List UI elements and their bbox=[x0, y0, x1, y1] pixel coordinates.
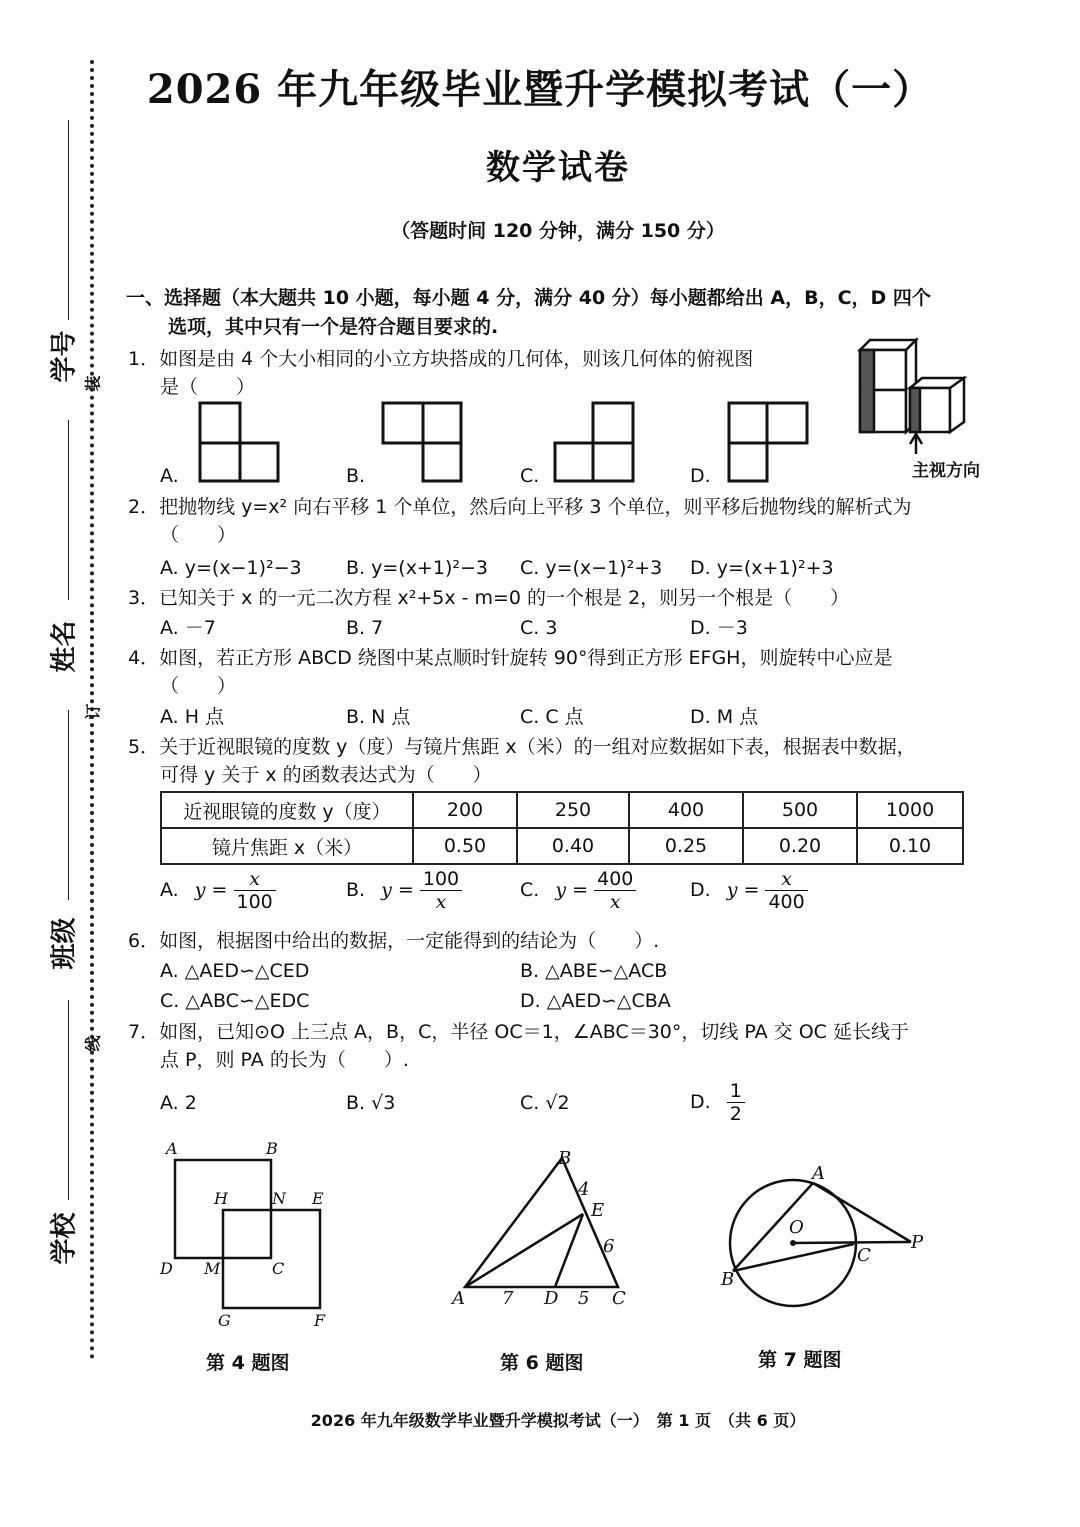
q3-option-a: A. －7 bbox=[160, 617, 216, 639]
q2-line2: （ ） bbox=[160, 524, 237, 546]
figure-7 bbox=[715, 1155, 935, 1325]
q1-label-d: D. bbox=[690, 465, 711, 487]
triangle-abc bbox=[465, 1158, 618, 1287]
figure-6 bbox=[440, 1140, 640, 1315]
q2-option-c: C. y=(x−1)²+3 bbox=[520, 557, 663, 579]
table-cell: 0.10 bbox=[857, 828, 963, 864]
segment-bc bbox=[733, 1244, 854, 1271]
fig4-point-label: A bbox=[166, 1139, 178, 1158]
fig6-length-label: 5 bbox=[578, 1288, 590, 1309]
table-row-header: 镜片焦距 x（米） bbox=[161, 828, 413, 864]
q2-option-b: B. y=(x+1)²−3 bbox=[346, 557, 488, 579]
q3-line1: 3．已知关于 x 的一元二次方程 x²+5x - m=0 的一个根是 2，则另一个根是（ ） bbox=[128, 587, 850, 609]
q5-option-a-fraction bbox=[234, 868, 276, 913]
fig7-point-label: C bbox=[857, 1245, 871, 1266]
center-point-o bbox=[790, 1240, 796, 1246]
field-label-class: 班级 bbox=[49, 917, 80, 970]
q3-option-b: B. 7 bbox=[346, 617, 384, 639]
q5-line1: 5．关于近视眼镜的度数 y（度）与镜片焦距 x（米）的一组对应数据如下表，根据表中数据， bbox=[128, 736, 916, 758]
segment-op bbox=[793, 1242, 911, 1243]
q4-line1: 4．如图，若正方形 ABCD 绕图中某点顺时针旋转 90°得到正方形 EFGH，则旋转中心应是 bbox=[128, 647, 893, 669]
figure-4-caption: 第 4 题图 bbox=[206, 1352, 290, 1374]
tangent-pa bbox=[813, 1183, 911, 1242]
fraction-numerator: x bbox=[234, 868, 276, 891]
fig6-length-label: 7 bbox=[502, 1288, 514, 1309]
field-label-name: 姓名 bbox=[49, 620, 80, 673]
section1-heading-line2: 选项，其中只有一个是符合题目要求的. bbox=[168, 316, 499, 338]
q2-line1: 2．把抛物线 y=x² 向右平移 1 个单位，然后向上平移 3 个单位，则平移后抛物线的解析式为 bbox=[128, 496, 912, 518]
q5-option-a bbox=[160, 868, 276, 913]
section1-heading-line1: 一、选择题（本大题共 10 小题，每小题 4 分，满分 40 分）每小题都给出 A，B，C，D 四个 bbox=[126, 287, 931, 309]
fig6-point-label: D bbox=[544, 1288, 559, 1309]
figure-4 bbox=[150, 1138, 350, 1338]
q5-option-a-label: A. bbox=[160, 879, 179, 901]
fig4-point-label: M bbox=[204, 1259, 221, 1278]
q5-option-b-lhs: y = bbox=[381, 879, 414, 901]
q5-line2: 可得 y 关于 x 的函数表达式为（ ） bbox=[160, 764, 492, 786]
q1-direction-label: 主视方向 bbox=[912, 461, 980, 481]
q7-option-b: B. √3 bbox=[346, 1092, 396, 1114]
fig7-point-label: O bbox=[789, 1217, 804, 1238]
table-row bbox=[161, 828, 963, 864]
fig4-point-label: G bbox=[218, 1311, 231, 1330]
q2-option-a: A. y=(x−1)²−3 bbox=[160, 557, 302, 579]
q7-line2: 点 P，则 PA 的长为（ ）. bbox=[160, 1049, 409, 1071]
table-cell: 0.40 bbox=[517, 828, 629, 864]
fraction-denominator: x bbox=[609, 891, 621, 913]
field-label-student-id: 学号 bbox=[49, 330, 80, 383]
fig4-point-label: C bbox=[272, 1259, 285, 1278]
q7-option-a: A. 2 bbox=[160, 1092, 197, 1114]
fig4-point-label: H bbox=[214, 1189, 228, 1208]
fraction-numerator: 1 bbox=[727, 1080, 745, 1103]
q5-option-d-lhs: y = bbox=[726, 879, 760, 901]
field-line-name bbox=[68, 420, 69, 600]
q1-label-b: B. bbox=[346, 465, 366, 487]
fig7-point-label: P bbox=[911, 1232, 924, 1253]
q6-line1: 6．如图，根据图中给出的数据，一定能得到的结论为（ ）. bbox=[128, 930, 660, 952]
q5-option-c-lhs: y = bbox=[555, 879, 589, 901]
field-line-school bbox=[68, 1000, 69, 1200]
fig6-point-label: A bbox=[452, 1288, 465, 1309]
field-label-school: 学校 bbox=[49, 1212, 80, 1265]
q6-option-b: B. △ABE∽△ACB bbox=[520, 960, 668, 982]
fig4-point-label: N bbox=[272, 1189, 286, 1208]
q5-option-b bbox=[346, 868, 462, 913]
q1-option-a-figure bbox=[190, 398, 286, 484]
table-row-header: 近视眼镜的度数 y（度） bbox=[161, 792, 413, 828]
fraction-numerator: 100 bbox=[420, 868, 462, 891]
q5-option-d-fraction bbox=[765, 868, 807, 913]
q5-data-table bbox=[160, 791, 964, 865]
fig4-point-label: D bbox=[160, 1259, 173, 1278]
figure-6-caption: 第 6 题图 bbox=[500, 1352, 584, 1374]
fig6-point-label: E bbox=[591, 1200, 605, 1221]
table-cell: 0.25 bbox=[629, 828, 743, 864]
q7-option-c: C. √2 bbox=[520, 1092, 570, 1114]
table-cell: 500 bbox=[743, 792, 857, 828]
figure-7-caption: 第 7 题图 bbox=[758, 1349, 842, 1371]
field-line-class bbox=[68, 710, 69, 900]
q6-option-c: C. △ABC∽△EDC bbox=[160, 990, 310, 1012]
q1-option-b-figure bbox=[378, 398, 468, 484]
q1-line1: 1．如图是由 4 个大小相同的小立方块搭成的几何体，则该几何体的俯视图 bbox=[128, 348, 754, 370]
cut-mark-2: 订 bbox=[83, 703, 103, 720]
q3-option-c: C. 3 bbox=[520, 617, 558, 639]
cut-mark-3: 线 bbox=[83, 1035, 103, 1052]
q4-option-d: D. M 点 bbox=[690, 706, 759, 728]
q5-option-a-lhs: y = bbox=[194, 879, 228, 901]
q4-option-a: A. H 点 bbox=[160, 706, 225, 728]
fig7-point-label: A bbox=[812, 1163, 825, 1184]
q5-option-b-label: B. bbox=[346, 879, 366, 901]
q5-option-d-label: D. bbox=[690, 879, 711, 901]
time-info: （答题时间 120 分钟，满分 150 分） bbox=[391, 220, 725, 242]
exam-subtitle: 数学试卷 bbox=[486, 148, 630, 188]
q1-label-a: A. bbox=[160, 465, 179, 487]
q1-line2: 是（ ） bbox=[160, 376, 256, 398]
q6-option-a: A. △AED∽△CED bbox=[160, 960, 310, 982]
q7-option-d bbox=[690, 1080, 745, 1125]
q7-option-d-fraction bbox=[727, 1080, 745, 1125]
q1-option-d-figure bbox=[722, 398, 814, 484]
fig6-length-label: 4 bbox=[578, 1179, 590, 1200]
q5-option-b-fraction bbox=[420, 868, 462, 913]
fig4-point-label: F bbox=[314, 1311, 326, 1330]
q5-option-d bbox=[690, 868, 808, 913]
exam-title: 2026 年九年级毕业暨升学模拟考试（一） bbox=[146, 66, 934, 113]
q1-option-c-figure bbox=[548, 398, 640, 484]
segment-ae bbox=[465, 1214, 583, 1287]
table-cell: 250 bbox=[517, 792, 629, 828]
table-row bbox=[161, 792, 963, 828]
q5-option-c-fraction bbox=[594, 868, 636, 913]
fig4-point-label: E bbox=[312, 1189, 324, 1208]
cut-mark-1: 装 bbox=[83, 375, 103, 392]
table-cell: 0.50 bbox=[413, 828, 517, 864]
segment-de bbox=[555, 1214, 583, 1287]
fraction-numerator: x bbox=[765, 868, 807, 891]
table-cell: 400 bbox=[629, 792, 743, 828]
q2-option-d: D. y=(x+1)²+3 bbox=[690, 557, 834, 579]
fraction-numerator: 400 bbox=[594, 868, 636, 891]
q5-option-c-label: C. bbox=[520, 879, 540, 901]
q3-option-d: D. －3 bbox=[690, 617, 748, 639]
fraction-denominator: x bbox=[435, 891, 447, 913]
fraction-denominator: 100 bbox=[236, 891, 273, 913]
fraction-denominator: 2 bbox=[729, 1103, 742, 1125]
fraction-denominator: 400 bbox=[768, 891, 805, 913]
q6-option-d: D. △AED∽△CBA bbox=[520, 990, 671, 1012]
fig7-point-label: B bbox=[721, 1269, 735, 1290]
q4-option-b: B. N 点 bbox=[346, 706, 411, 728]
q7-option-d-label: D. bbox=[690, 1091, 711, 1113]
q5-option-c bbox=[520, 868, 636, 913]
q4-option-c: C. C 点 bbox=[520, 706, 584, 728]
q4-line2: （ ） bbox=[160, 675, 237, 697]
fig6-point-label: B bbox=[558, 1148, 572, 1169]
fig6-length-label: 6 bbox=[603, 1236, 615, 1257]
fig4-point-label: B bbox=[266, 1139, 278, 1158]
q7-line1: 7．如图，已知⊙O 上三点 A，B，C，半径 OC＝1，∠ABC＝30°，切线 PA 交 OC 延长线于 bbox=[128, 1021, 909, 1043]
table-cell: 0.20 bbox=[743, 828, 857, 864]
fig6-point-label: C bbox=[612, 1288, 626, 1309]
q1-label-c: C. bbox=[520, 465, 540, 487]
page-footer: 2026 年九年级数学毕业暨升学模拟考试（一） 第 1 页 （共 6 页） bbox=[310, 1411, 806, 1430]
table-cell: 200 bbox=[413, 792, 517, 828]
table-cell: 1000 bbox=[857, 792, 963, 828]
